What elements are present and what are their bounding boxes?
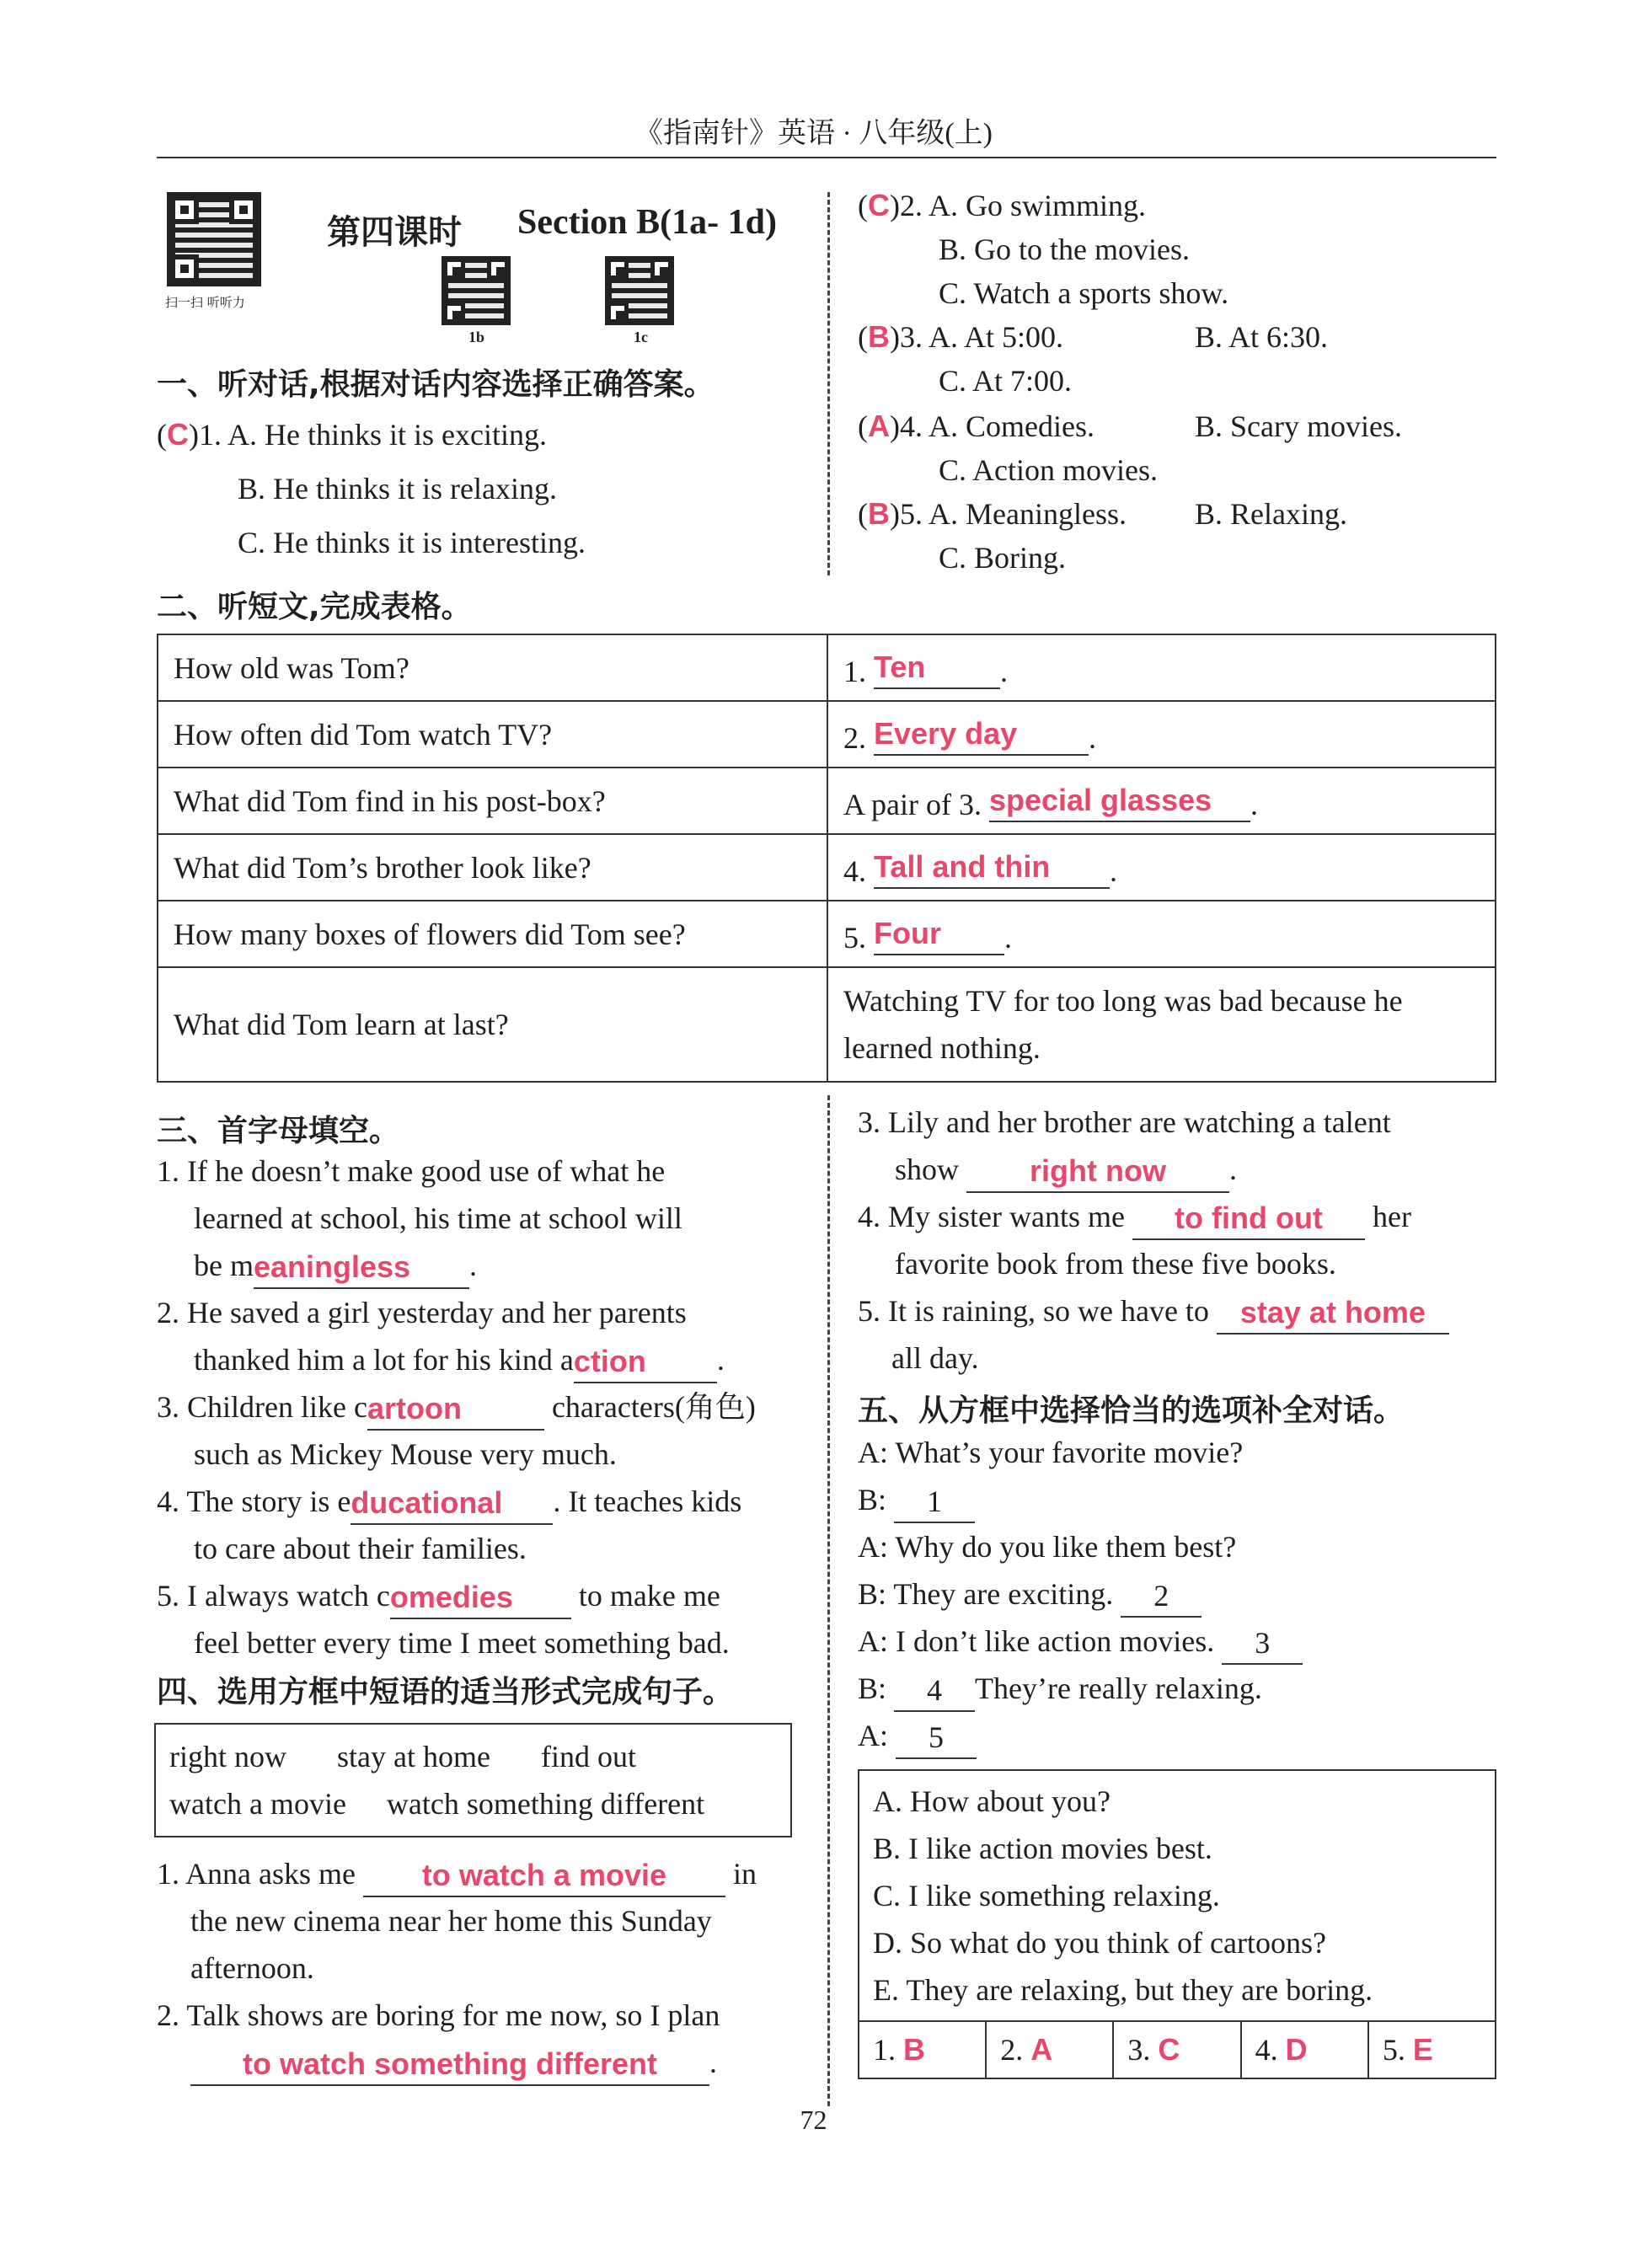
p3-q4-line1: 4. The story is educational . It teaches kids <box>157 1478 741 1525</box>
p3-q3-line2: such as Mickey Mouse very much. <box>194 1437 617 1471</box>
p4-q3-line2: show right now . <box>895 1146 1237 1193</box>
p4-q2-line2: to watch something different . <box>190 2039 717 2086</box>
dialog-line-3: A: Why do you like them best? <box>858 1530 1237 1564</box>
table-answer: 1. Ten . <box>827 634 1496 701</box>
table-question: How often did Tom watch TV? <box>158 701 827 768</box>
p1-q1-option-c: C. He thinks it is interesting. <box>238 526 586 559</box>
p4-q5-line2: all day. <box>891 1341 979 1375</box>
table-answer: 2. Every day . <box>827 701 1496 768</box>
p1-q5-line-a: (B)5. A. Meaningless. <box>858 496 1127 531</box>
qr-label-1b: 1b <box>468 329 485 345</box>
p1-q2-option-c: C. Watch a sports show. <box>939 276 1229 310</box>
answer-cell: 2. A <box>987 2022 1114 2078</box>
table-row <box>158 967 1496 1082</box>
p1-q3-option-b: B. At 6:30. <box>1195 320 1329 354</box>
p4-q3-line1: 3. Lily and her brother are watching a talent <box>858 1105 1391 1139</box>
p1-q5-option-b: B. Relaxing. <box>1195 497 1347 531</box>
table-question: What did Tom find in his post-box? <box>158 768 827 834</box>
p1-q2-line-a: (C)2. A. Go swimming. <box>858 188 1147 222</box>
p1-q1-line-a: (C)1. A. He thinks it is exciting. <box>157 417 547 452</box>
column-divider-top <box>827 192 830 575</box>
p1-q4-option-c: C. Action movies. <box>939 453 1158 487</box>
table-question: What did Tom’s brother look like? <box>158 834 827 901</box>
p4-q5-line1: 5. It is raining, so we have to stay at home <box>858 1287 1449 1335</box>
p1-q5-option-c: C. Boring. <box>939 541 1067 575</box>
p1-q1-option-b: B. He thinks it is relaxing. <box>238 472 557 505</box>
p4-q1-line1: 1. Anna asks me to watch a movie in <box>157 1850 757 1897</box>
p1-q4-line-a: (A)4. A. Comedies. <box>858 409 1094 443</box>
answer-cell: 1. B <box>859 2022 987 2078</box>
p3-q3-line1: 3. Children like cartoon characters(角色) <box>157 1383 756 1431</box>
column-divider-bottom <box>827 1095 830 2106</box>
qr-code-1b[interactable] <box>442 256 511 325</box>
part1-title: 一、听对话,根据对话内容选择正确答案。 <box>157 367 714 402</box>
phrase: right now <box>169 1740 286 1773</box>
phrase: watch a movie <box>169 1787 346 1821</box>
qr-label-1c: 1c <box>634 329 648 345</box>
dialog-line-5: A: I don’t like action movies. 3 <box>858 1618 1303 1665</box>
dialog-line-7: A: 5 <box>858 1712 977 1759</box>
qr-code-1c[interactable] <box>605 256 674 325</box>
part4-title: 四、选用方框中短语的适当形式完成句子。 <box>157 1675 734 1709</box>
option-e: E. They are relaxing, but they are boring. <box>873 1973 1373 2007</box>
phrase: find out <box>540 1740 636 1773</box>
table-answer: Watching TV for too long was bad because he learned nothing. <box>827 967 1496 1082</box>
p1-q3-line-a: (B)3. A. At 5:00. <box>858 319 1064 354</box>
dialog-line-2: B: 1 <box>858 1476 975 1523</box>
dialog-line-1: A: What’s your favorite movie? <box>858 1436 1244 1469</box>
p1-q3-option-c: C. At 7:00. <box>939 364 1073 398</box>
option-c: C. I like something relaxing. <box>873 1879 1220 1912</box>
table-row <box>158 834 1496 901</box>
p1-q2-option-b: B. Go to the movies. <box>939 233 1190 266</box>
p4-q2-line1: 2. Talk shows are boring for me now, so I plan <box>157 1998 720 2032</box>
option-a: A. How about you? <box>873 1784 1111 1818</box>
table-row <box>158 701 1496 768</box>
p3-q5-line1: 5. I always watch comedies to make me <box>157 1572 720 1619</box>
p4-q4-line2: favorite book from these five books. <box>895 1247 1336 1281</box>
book-header: 《指南针》英语 · 八年级(上) <box>634 118 993 149</box>
phrase: watch something different <box>386 1787 705 1821</box>
options-box <box>858 1769 1496 2079</box>
p4-q4-line1: 4. My sister wants me to find out her <box>858 1193 1411 1240</box>
p3-q5-line2: feel better every time I meet something bad. <box>194 1626 730 1660</box>
p3-q4-line2: to care about their families. <box>194 1532 527 1565</box>
listening-table <box>157 634 1496 1083</box>
p4-q1-line2: the new cinema near her home this Sunday <box>190 1904 712 1938</box>
p3-q2-line2: thanked him a lot for his kind action . <box>194 1336 725 1383</box>
answer-cell: 4. D <box>1242 2022 1369 2078</box>
p3-q1-line3: be meaningless . <box>194 1242 477 1289</box>
p3-q1-line2: learned at school, his time at school will <box>194 1201 682 1235</box>
option-d: D. So what do you think of cartoons? <box>873 1926 1326 1960</box>
dialog-line-6: B: 4 They’re really relaxing. <box>858 1665 1262 1712</box>
table-row <box>158 634 1496 701</box>
table-row <box>158 901 1496 967</box>
p3-q1-line1: 1. If he doesn’t make good use of what he <box>157 1154 666 1188</box>
part3-title: 三、首字母填空。 <box>157 1114 400 1148</box>
p1-q4-option-b: B. Scary movies. <box>1195 409 1402 443</box>
part5-title: 五、从方框中选择恰当的选项补全对话。 <box>858 1393 1405 1428</box>
part2-title: 二、听短文,完成表格。 <box>157 590 472 624</box>
header-rule <box>157 157 1496 158</box>
p3-q2-line1: 2. He saved a girl yesterday and her parents <box>157 1296 687 1329</box>
dialog-line-4: B: They are exciting. 2 <box>858 1570 1202 1618</box>
qr-code-main[interactable] <box>167 192 261 286</box>
answer-row <box>859 2020 1495 2078</box>
p4-q1-line3: afternoon. <box>190 1951 314 1985</box>
table-question: How many boxes of flowers did Tom see? <box>158 901 827 967</box>
table-question: What did Tom learn at last? <box>158 967 827 1082</box>
table-row <box>158 768 1496 834</box>
phrase-box <box>154 1723 792 1837</box>
page-number: 72 <box>800 2105 827 2135</box>
lesson-title-en: Section B(1a- 1d) <box>517 203 777 242</box>
answer-cell: 5. E <box>1382 2032 1433 2067</box>
option-b: B. I like action movies best. <box>873 1832 1212 1865</box>
table-question: How old was Tom? <box>158 634 827 701</box>
table-answer: 5. Four . <box>827 901 1496 967</box>
table-answer: A pair of 3. special glasses . <box>827 768 1496 834</box>
phrase: stay at home <box>337 1740 490 1773</box>
qr-caption: 扫一扫 听听力 <box>165 295 245 310</box>
lesson-title-cn: 第四课时 <box>327 213 462 252</box>
answer-cell: 3. C <box>1114 2022 1241 2078</box>
table-answer: 4. Tall and thin . <box>827 834 1496 901</box>
